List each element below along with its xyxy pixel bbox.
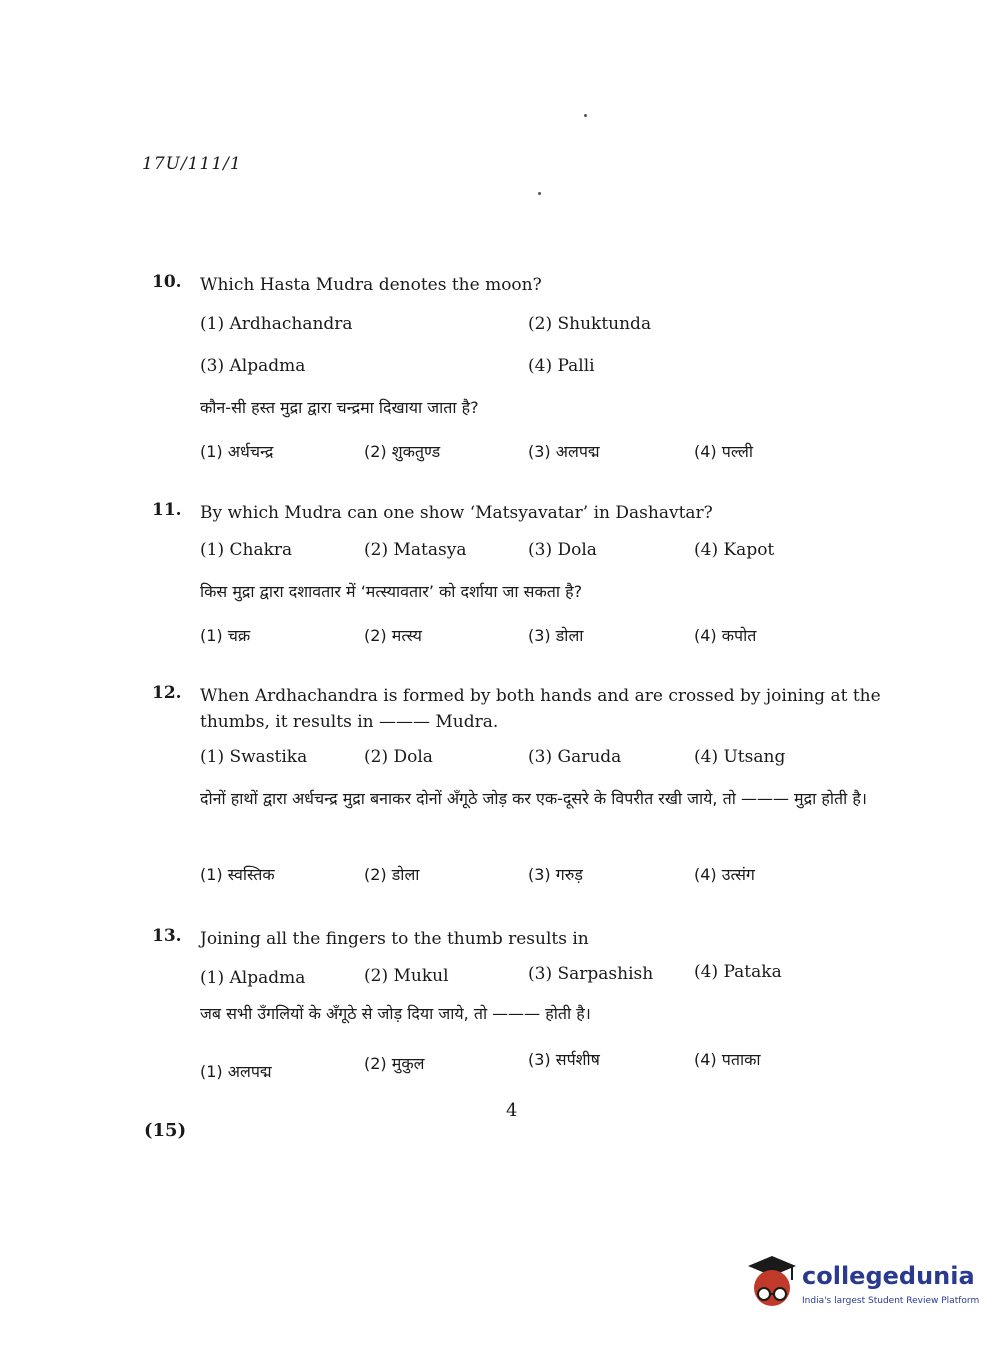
collegedunia-logo [742, 1250, 980, 1320]
option-4: (4) Pataka [694, 962, 782, 982]
hindi-option-4: (4) पल्ली [694, 442, 754, 461]
page-number: 4 [506, 1100, 518, 1121]
scan-speck [538, 192, 541, 195]
question-number: 11. [152, 500, 182, 520]
logo-tagline: India's largest Student Review Platform [802, 1296, 980, 1306]
hindi-option-4: (4) पताका [694, 1050, 761, 1069]
option-2: (2) Dola [364, 747, 433, 767]
option-2: (2) Matasya [364, 540, 467, 560]
option-3: (3) Dola [528, 540, 597, 560]
hindi-question-text: दोनों हाथों द्वारा अर्धचन्द्र मुद्रा बनाकर दोनों अँगूठे जोड़ कर एक-दूसरे के विपरीत रखी जाये, तो ——— मुद्रा होती है। [200, 789, 867, 808]
hindi-option-1: (1) चक्र [200, 626, 251, 645]
paper-code: 17U/111/1 [142, 154, 242, 174]
hindi-question-text: जब सभी उँगलियों के अँगूठे से जोड़ दिया जाये, तो ——— होती है। [200, 1004, 591, 1023]
option-1: (1) Chakra [200, 540, 293, 560]
option-1: (1) Swastika [200, 747, 308, 767]
option-3: (3) Sarpashish [528, 964, 654, 984]
hindi-option-3: (3) सर्पशीष [528, 1050, 600, 1069]
option-4: (4) Utsang [694, 747, 786, 767]
option-3: (3) Garuda [528, 747, 622, 767]
option-2: (2) Shuktunda [528, 314, 652, 334]
question-text: When Ardhachandra is formed by both hands and are crossed by joining at the thumbs, it results in ——— Mudra. [200, 686, 881, 732]
scan-speck [584, 114, 587, 117]
question-text: Which Hasta Mudra denotes the moon? [200, 275, 542, 295]
hindi-option-1: (1) अर्धचन्द्र [200, 442, 274, 461]
hindi-option-3: (3) डोला [528, 626, 584, 645]
mascot-icon [742, 1250, 800, 1314]
hindi-option-2: (2) मत्स्य [364, 626, 422, 645]
question-number: 13. [152, 926, 182, 946]
hindi-option-2: (2) डोला [364, 865, 420, 884]
option-3: (3) Alpadma [200, 356, 306, 376]
section-number: (15) [144, 1120, 187, 1141]
hindi-option-1: (1) अलपद्म [200, 1062, 272, 1081]
logo-name: collegedunia [802, 1262, 975, 1290]
hindi-option-3: (3) अलपद्म [528, 442, 600, 461]
hindi-option-1: (1) स्वस्तिक [200, 865, 275, 884]
option-1: (1) Alpadma [200, 968, 306, 988]
option-4: (4) Palli [528, 356, 595, 376]
hindi-option-2: (2) शुकतुण्ड [364, 442, 441, 461]
question-text: By which Mudra can one show ‘Matsyavatar’ in Dashavtar? [200, 503, 713, 523]
hindi-option-2: (2) मुकुल [364, 1054, 425, 1073]
hindi-option-4: (4) उत्संग [694, 865, 755, 884]
question-number: 10. [152, 272, 182, 292]
option-4: (4) Kapot [694, 540, 775, 560]
option-2: (2) Mukul [364, 966, 449, 986]
hindi-option-3: (3) गरुड़ [528, 865, 583, 884]
question-number: 12. [152, 683, 182, 703]
option-1: (1) Ardhachandra [200, 314, 353, 334]
question-text: Joining all the fingers to the thumb results in [200, 929, 589, 949]
hindi-question-text: किस मुद्रा द्वारा दशावतार में ‘मत्स्यावतार’ को दर्शाया जा सकता है? [200, 582, 583, 601]
hindi-option-4: (4) कपोत [694, 626, 757, 645]
hindi-question-text: कौन-सी हस्त मुद्रा द्वारा चन्द्रमा दिखाया जाता है? [200, 398, 479, 417]
